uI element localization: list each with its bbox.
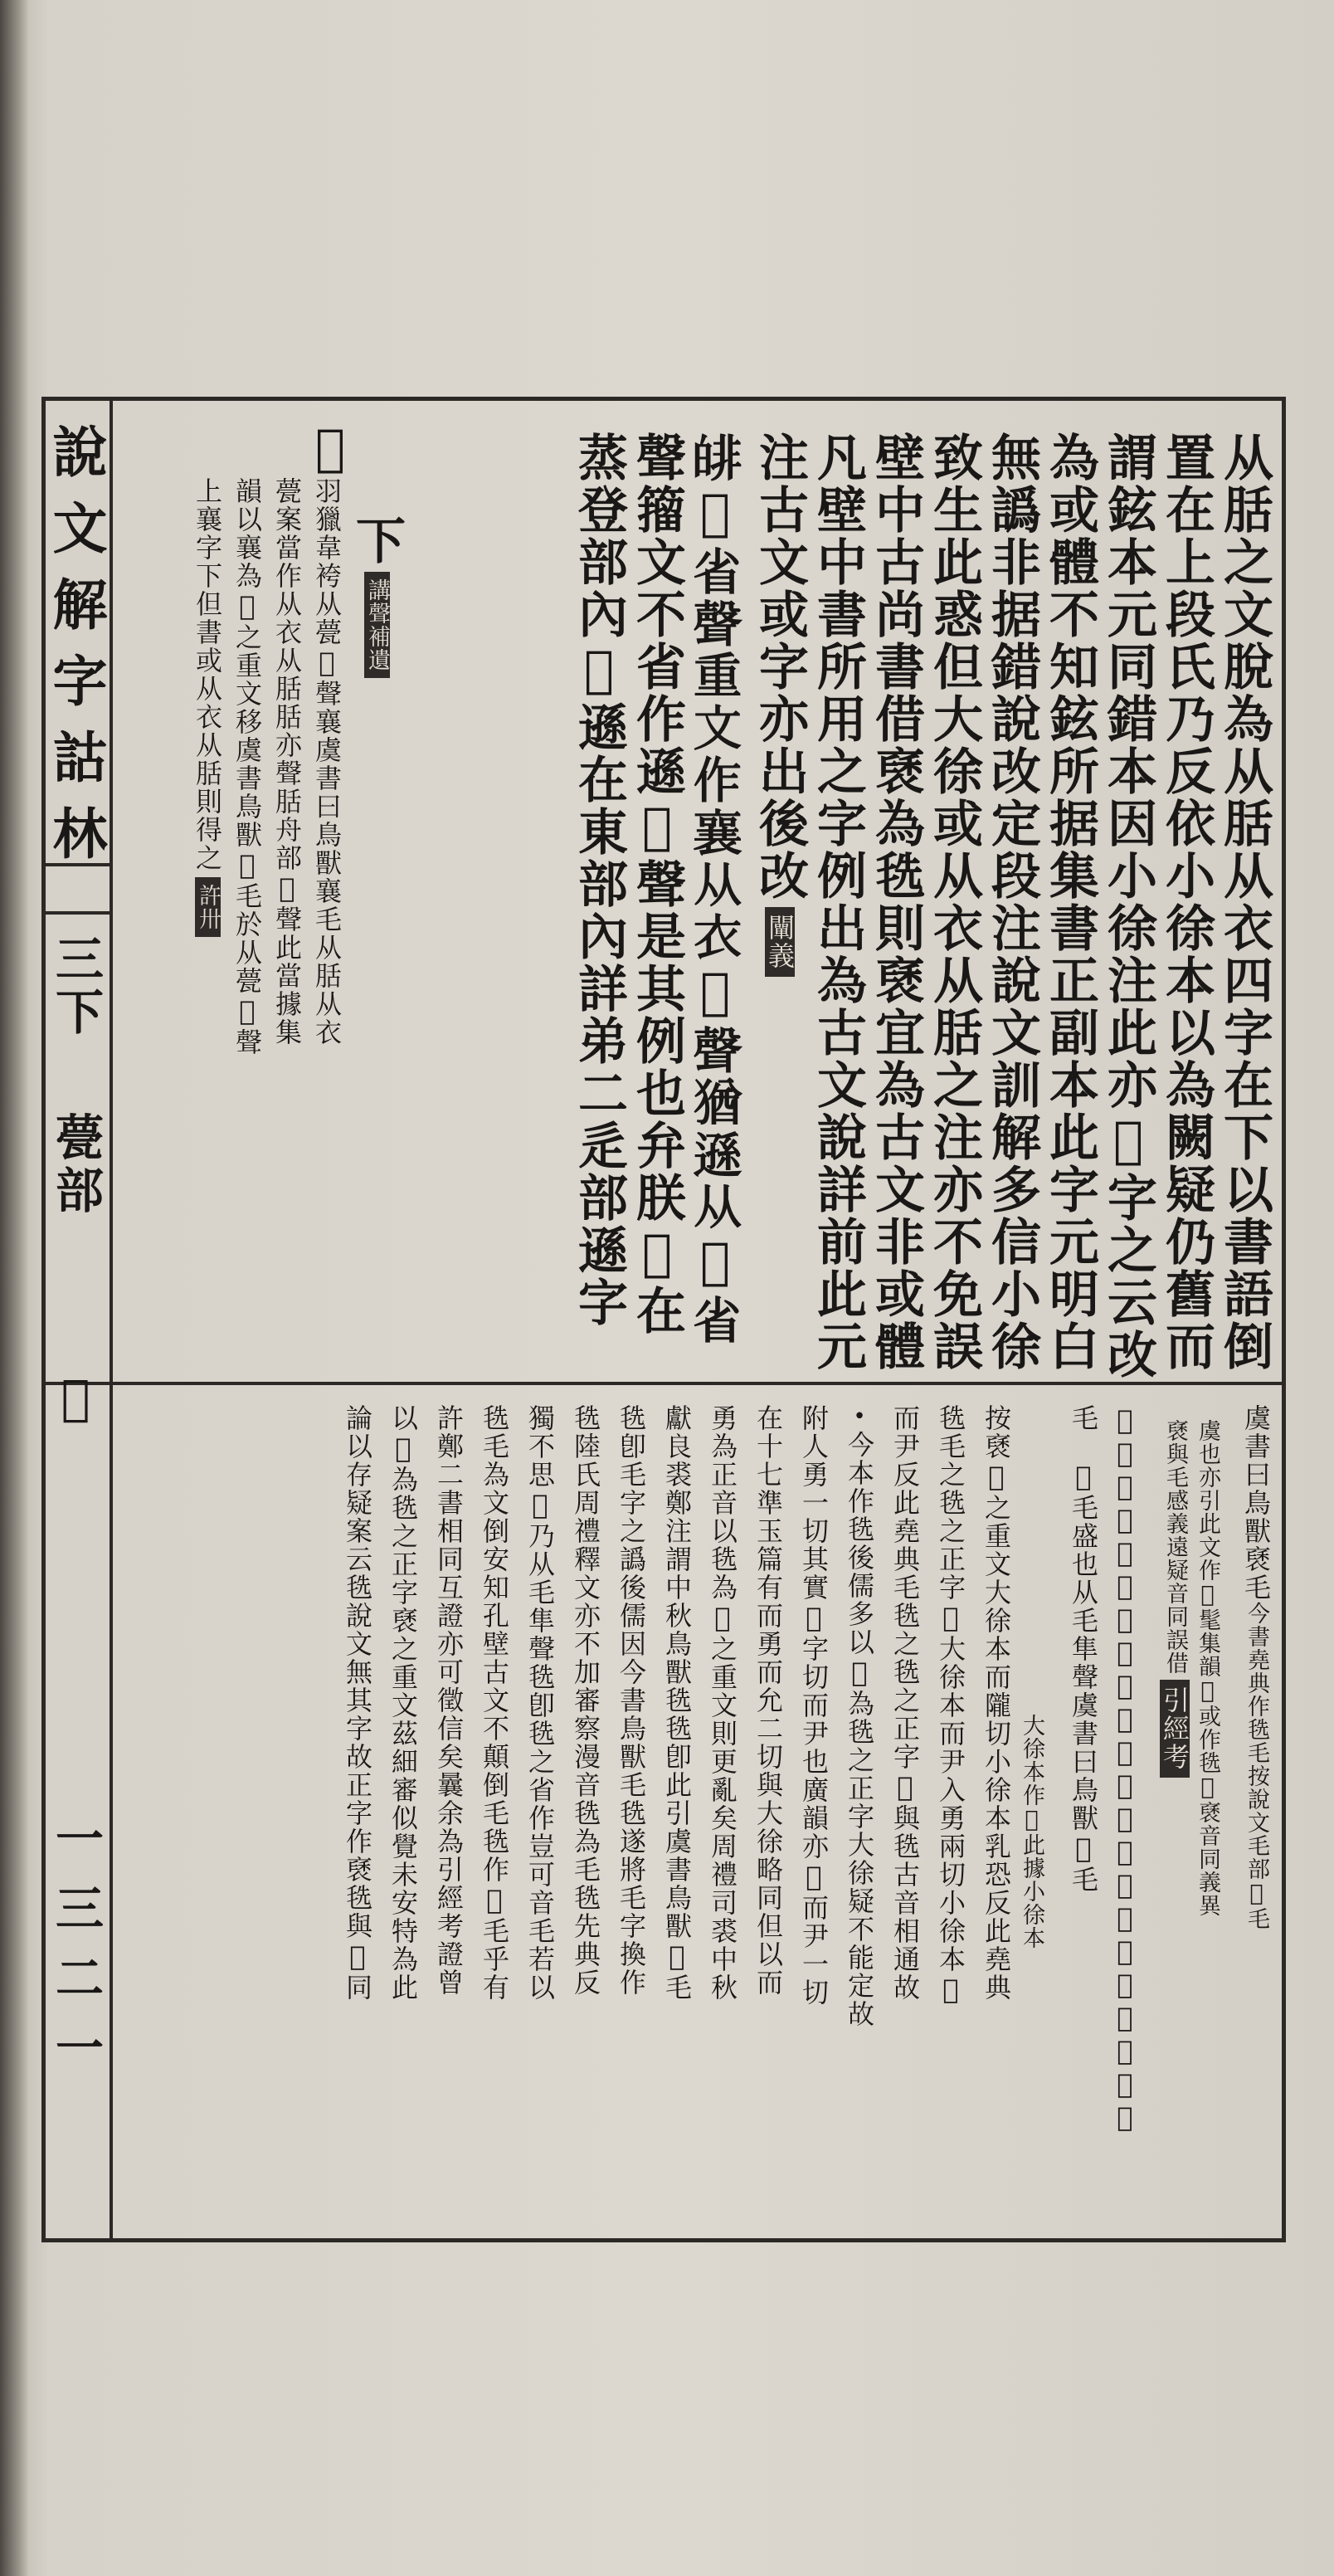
binding-gutter xyxy=(0,0,28,2576)
quoted-line xyxy=(1160,1419,1190,1783)
commentary-text: 今本作毨後儒多以𣯶為毨之正字大徐疑不能定故 xyxy=(844,1431,875,2028)
commentary-column: 毛 𣯶毛盛也从毛隼聲虞書曰鳥獸𣯶毛 xyxy=(1068,1404,1099,1894)
volume-label: 三下 xyxy=(47,934,104,1040)
entry-text: 𢿃省聲重文作襄从衣𢿃聲猶遜从𢿃省 xyxy=(686,484,744,1345)
entry-column: 聲籀文不省作遜𢿃聲是其例也弁朕𢿃在 xyxy=(628,432,686,1337)
commentary-column: 按褎𤾀之重文大徐本而隴切小徐本乳恐反此堯典 xyxy=(981,1404,1012,2002)
commentary-column: 許鄭二書相同互證亦可徵信矣曩余為引經考證曾 xyxy=(433,1404,465,1997)
bullet-mark: • xyxy=(847,1404,872,1431)
horizontal-divider xyxy=(41,1382,1286,1385)
entry-column: 蒸登部內𤾀遜在東部內詳弟二辵部遜字 xyxy=(570,432,628,1329)
commentary-column: 附人勇一切其實𣯶字切而尹也廣韻亦𣯶而尹一切 xyxy=(798,1404,830,2007)
headword-char: 𤾀 xyxy=(47,1369,104,1426)
commentary-column: 置在上段氏乃反依小徐本以為闕疑仍舊而 xyxy=(1157,432,1215,1373)
commentary-column: 獨不思𣯶乃从毛隼聲毨卽毨之省作豈可音毛若以 xyxy=(524,1404,556,2002)
entry-text: 下 xyxy=(348,515,406,567)
commentary-column: 論以存疑案云毨說文無其字故正字作褎毨與𣯶同 xyxy=(342,1404,373,2002)
commentary-text: 注古文或字亦出後改 xyxy=(751,432,809,902)
commentary-column: 獻良裘鄭注謂中秋鳥獸毨毨卽此引虞書鳥獸𣯶毛 xyxy=(661,1404,693,2002)
margin-divider xyxy=(110,397,113,2242)
entry-column-last xyxy=(194,477,221,942)
entry-column: 羽獵韋袴从甍𢿃聲襄虞書曰鳥獸襄毛从䏦从衣 xyxy=(311,477,343,1046)
commentary-column: 毨毛之毨之正字𣯶大徐本而尹入勇兩切小徐本𣯶 xyxy=(935,1404,966,2007)
entry-column: 韻以襄為𤾀之重文移虞書鳥獸𤾀毛於从甍𢿃聲 xyxy=(231,477,263,1056)
commentary-column: 謂鉉本元同錯本因小徐注此亦𤾀字之云改 xyxy=(1099,432,1157,1381)
source-tag: 闡義 xyxy=(765,907,795,977)
quoted-text: 虞書曰鳥獸褎毛 xyxy=(1240,1404,1272,1602)
commentary-column: 無譌非据錯說改定段注說文訓解多信小徐 xyxy=(983,432,1041,1373)
page-number: 一三二一 xyxy=(47,1813,104,2092)
commentary-column: 勇為正音以毨為𣯶之重文則更亂矣周禮司裘中秋 xyxy=(707,1404,738,2002)
quoted-line xyxy=(1240,1404,1272,1930)
commentary-column-last xyxy=(751,432,809,982)
source-tag: 講聲補遺 xyxy=(364,572,390,678)
commentary-column: 𤾀羽獵韋袴从甍弁聲或从衣从朕作褎虞書曰鳥獸褎 xyxy=(1109,1404,1141,2134)
commentary-column: 毨卽毛字之譌後儒因今書鳥獸毛毨遂將毛字換作 xyxy=(616,1404,647,1997)
inline-note: 大徐本作𤾀此據小徐本 xyxy=(1019,1714,1044,1949)
margin-band-bottom xyxy=(41,911,113,915)
quoted-text: 褎與毛感義遠疑音同誤借 xyxy=(1162,1419,1188,1675)
commentary-column: 為或體不知鉉所据集書正副本此字元明白 xyxy=(1041,432,1099,1373)
commentary-column: 毨陸氏周禮釋文亦不加審察漫音毨為毛毨先典反 xyxy=(570,1404,601,1997)
entry-text: 上襄字下但書或从衣从䏦則得之 xyxy=(192,477,223,872)
quoted-line: 虞也亦引此文作𣯶髦集韻𣯶或作毨𣯶褎音同義異 xyxy=(1195,1419,1220,1917)
commentary-column: 而尹反此堯典毛毨之毨之正字𣯶與毨古音相通故 xyxy=(889,1404,921,2002)
commentary-column xyxy=(846,1404,873,2028)
entry-headword: 𤾅 xyxy=(686,432,744,484)
commentary-column: 以𣯶為毨之正字褎之重文茲細審似覺未安特為此 xyxy=(387,1404,419,2002)
commentary-column: 壁中古尚書借褎為毨則褎宜為古文非或體 xyxy=(867,432,925,1373)
commentary-column: 致生此惑但大徐或从衣从䏦之注亦不免誤 xyxy=(925,432,983,1373)
commentary-column: 从䏦之文脫為从䏦从衣四字在下以書語倒 xyxy=(1215,432,1273,1373)
book-title: 說文解字詁林 xyxy=(43,423,108,881)
entry-headword: 𤾀 xyxy=(301,419,359,477)
commentary-column: 在十七準玉篇有而勇而允二切與大徐略同但以而 xyxy=(752,1404,784,1997)
quoted-note: 今書堯典作毨毛按說文毛部𣯶毛 xyxy=(1244,1602,1269,1930)
entry-column xyxy=(686,432,744,1345)
entry-column-tail xyxy=(348,515,406,683)
commentary-column: 毨毛為文倒安知孔壁古文不顛倒毛毨作𣯶毛乎有 xyxy=(479,1404,510,2002)
entry-column: 甍案當作从衣从䏦䏦亦聲䏦舟部𢿃聲此當據集 xyxy=(271,477,303,1046)
source-tag: 引經考 xyxy=(1160,1680,1190,1778)
commentary-column: 凡壁中書所用之字例出為古文說詳前此元 xyxy=(809,432,867,1373)
radical-section-label: 甍部 xyxy=(47,1112,104,1218)
source-tag: 許卅 xyxy=(195,877,221,937)
